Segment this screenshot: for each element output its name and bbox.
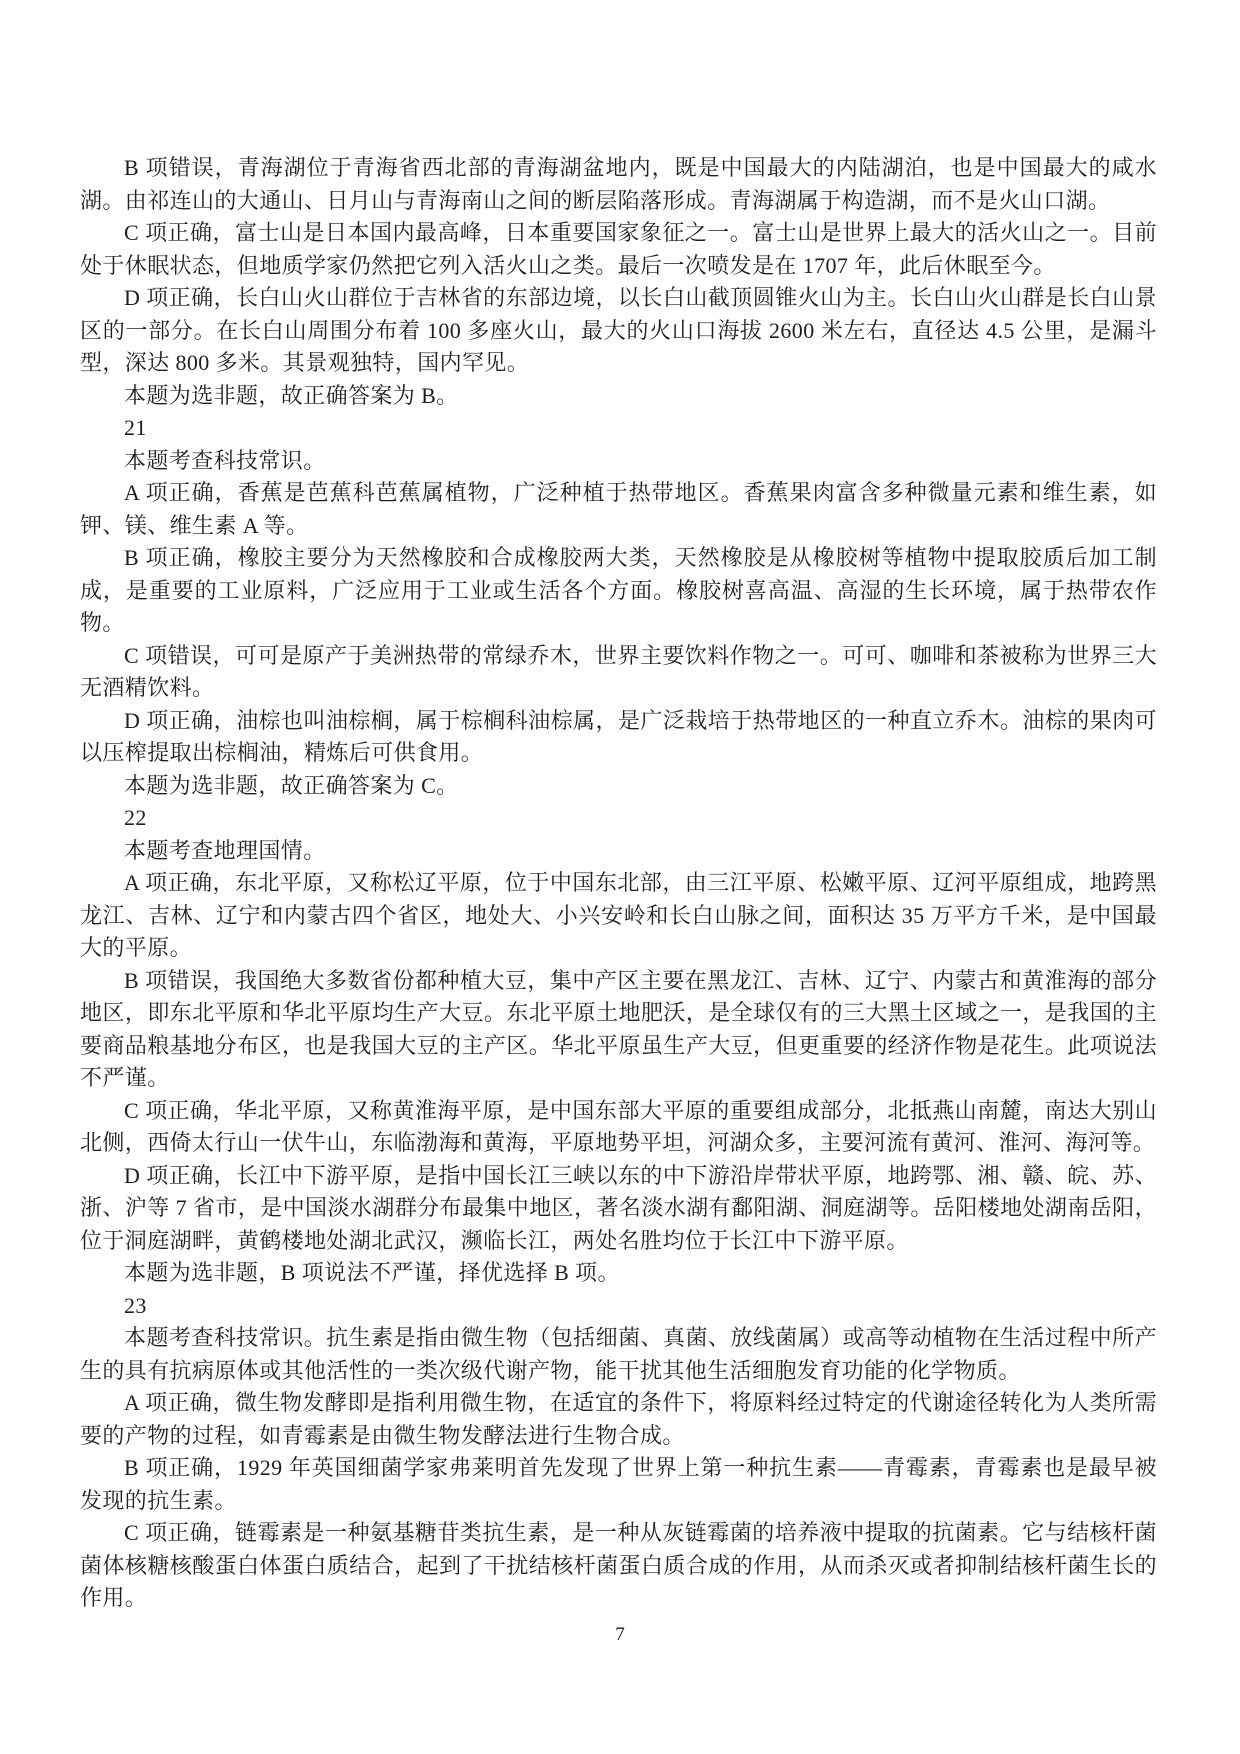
option-analysis-d-q20: D 项正确，长白山火山群位于吉林省的东部边境，以长白山截顶圆锥火山为主。长白山火山群是长白山景区的一部分。在长白山周围分布着 100 多座火山，最大的火山口海拔 2600 米左右，直径达 4.5 公里，是漏斗型，深达 800 多米。其景观独特，国内罕见。 xyxy=(80,285,1157,375)
option-analysis-c-q20: C 项正确，富士山是日本国内最高峰，日本重要国家象征之一。富士山是世界上最大的活火山之一。目前处于休眠状态，但地质学家仍然把它列入活火山之类。最后一次喷发是在 1707 年，此后休眠至今。 xyxy=(80,220,1157,278)
option-analysis-c-q23: C 项正确，链霉素是一种氨基糖苷类抗生素，是一种从灰链霉菌的培养液中提取的抗菌素。它与结核杆菌菌体核糖核酸蛋白体蛋白质结合，起到了干扰结核杆菌蛋白质合成的作用，从而杀灭或者抑制结核杆菌生长的作用。 xyxy=(80,1520,1157,1610)
option-analysis-d-q22: D 项正确，长江中下游平原，是指中国长江三峡以东的中下游沿岸带状平原，地跨鄂、湘、赣、皖、苏、浙、沪等 7 省市，是中国淡水湖群分布最集中地区，著名淡水湖有鄱阳湖、洞庭湖等。岳阳楼地处湖南岳阳，位于洞庭湖畔，黄鹤楼地处湖北武汉，濒临长江，两处名胜均位于长江中下游平原。 xyxy=(80,1162,1157,1253)
option-analysis-b-q20: B 项错误，青海湖位于青海省西北部的青海湖盆地内，既是中国最大的内陆湖泊，也是中国最大的咸水湖。由祁连山的大通山、日月山与青海南山之间的断层陷落形成。青海湖属于构造湖，而不是火山口湖。 xyxy=(80,155,1157,213)
answer-conclusion-q22: 本题为选非题，B 项说法不严谨，择优选择 B 项。 xyxy=(124,1260,620,1285)
page-number: 7 xyxy=(615,1624,625,1645)
option-analysis-a-q23: A 项正确，微生物发酵即是指利用微生物，在适宜的条件下，将原料经过特定的代谢途径转化为人类所需要的产物的过程，如青霉素是由微生物发酵法进行生物合成。 xyxy=(80,1390,1157,1448)
question-intro-q21: 本题考查科技常识。 xyxy=(124,447,326,473)
question-intro-q22: 本题考查地理国情。 xyxy=(124,837,326,863)
option-analysis-c-q21: C 项错误，可可是原产于美洲热带的常绿乔木，世界主要饮料作物之一。可可、咖啡和茶被称为世界三大无酒精饮料。 xyxy=(80,642,1157,700)
option-analysis-a-q21: A 项正确，香蕉是芭蕉科芭蕉属植物，广泛种植于热带地区。香蕉果肉富含多种微量元素和维生素，如钾、镁、维生素 A 等。 xyxy=(80,480,1157,538)
option-analysis-d-q21: D 项正确，油棕也叫油棕榈，属于棕榈科油棕属，是广泛栽培于热带地区的一种直立乔木。油棕的果肉可以压榨提取出棕榈油，精炼后可供食用。 xyxy=(80,707,1157,765)
question-number-21: 21 xyxy=(124,415,147,440)
answer-conclusion-q20: 本题为选非题，故正确答案为 B。 xyxy=(124,382,459,408)
document-body xyxy=(80,152,1157,1615)
option-analysis-b-q23: B 项正确，1929 年英国细菌学家弗莱明首先发现了世界上第一种抗生素——青霉素，青霉素也是最早被发现的抗生素。 xyxy=(80,1455,1157,1513)
option-analysis-b-q22: B 项错误，我国绝大多数省份都种植大豆，集中产区主要在黑龙江、吉林、辽宁、内蒙古和黄淮海的部分地区，即东北平原和华北平原均生产大豆。东北平原土地肥沃，是全球仅有的三大黑土区域之一，是我国的主要商品粮基地分布区，也是我国大豆的主产区。华北平原虽生产大豆，但更重要的经济作物是花生。此项说法不严谨。 xyxy=(80,967,1157,1090)
option-analysis-a-q22: A 项正确，东北平原，又称松辽平原，位于中国东北部，由三江平原、松嫩平原、辽河平原组成，地跨黑龙江、吉林、辽宁和内蒙古四个省区，地处大、小兴安岭和长白山脉之间，面积达 35 万平方千米，是中国最大的平原。 xyxy=(80,870,1157,960)
answer-conclusion-q21: 本题为选非题，故正确答案为 C。 xyxy=(124,772,459,798)
question-number-23: 23 xyxy=(124,1292,147,1318)
option-analysis-c-q22: C 项正确，华北平原，又称黄淮海平原，是中国东部大平原的重要组成部分，北抵燕山南麓，南达大别山北侧，西倚太行山一伏牛山，东临渤海和黄海，平原地势平坦，河湖众多，主要河流有黄河、淮河、海河等。 xyxy=(80,1097,1157,1155)
question-number-22: 22 xyxy=(124,805,147,830)
question-intro-q23: 本题考查科技常识。抗生素是指由微生物（包括细菌、真菌、放线菌属）或高等动植物在生活过程中所产生的具有抗病原体或其他活性的一类次级代谢产物，能干扰其他生活细胞发育功能的化学物质。 xyxy=(80,1325,1157,1383)
option-analysis-b-q21: B 项正确，橡胶主要分为天然橡胶和合成橡胶两大类，天然橡胶是从橡胶树等植物中提取胶质后加工制成，是重要的工业原料，广泛应用于工业或生活各个方面。橡胶树喜高温、高湿的生长环境，属于热带农作物。 xyxy=(80,545,1157,635)
